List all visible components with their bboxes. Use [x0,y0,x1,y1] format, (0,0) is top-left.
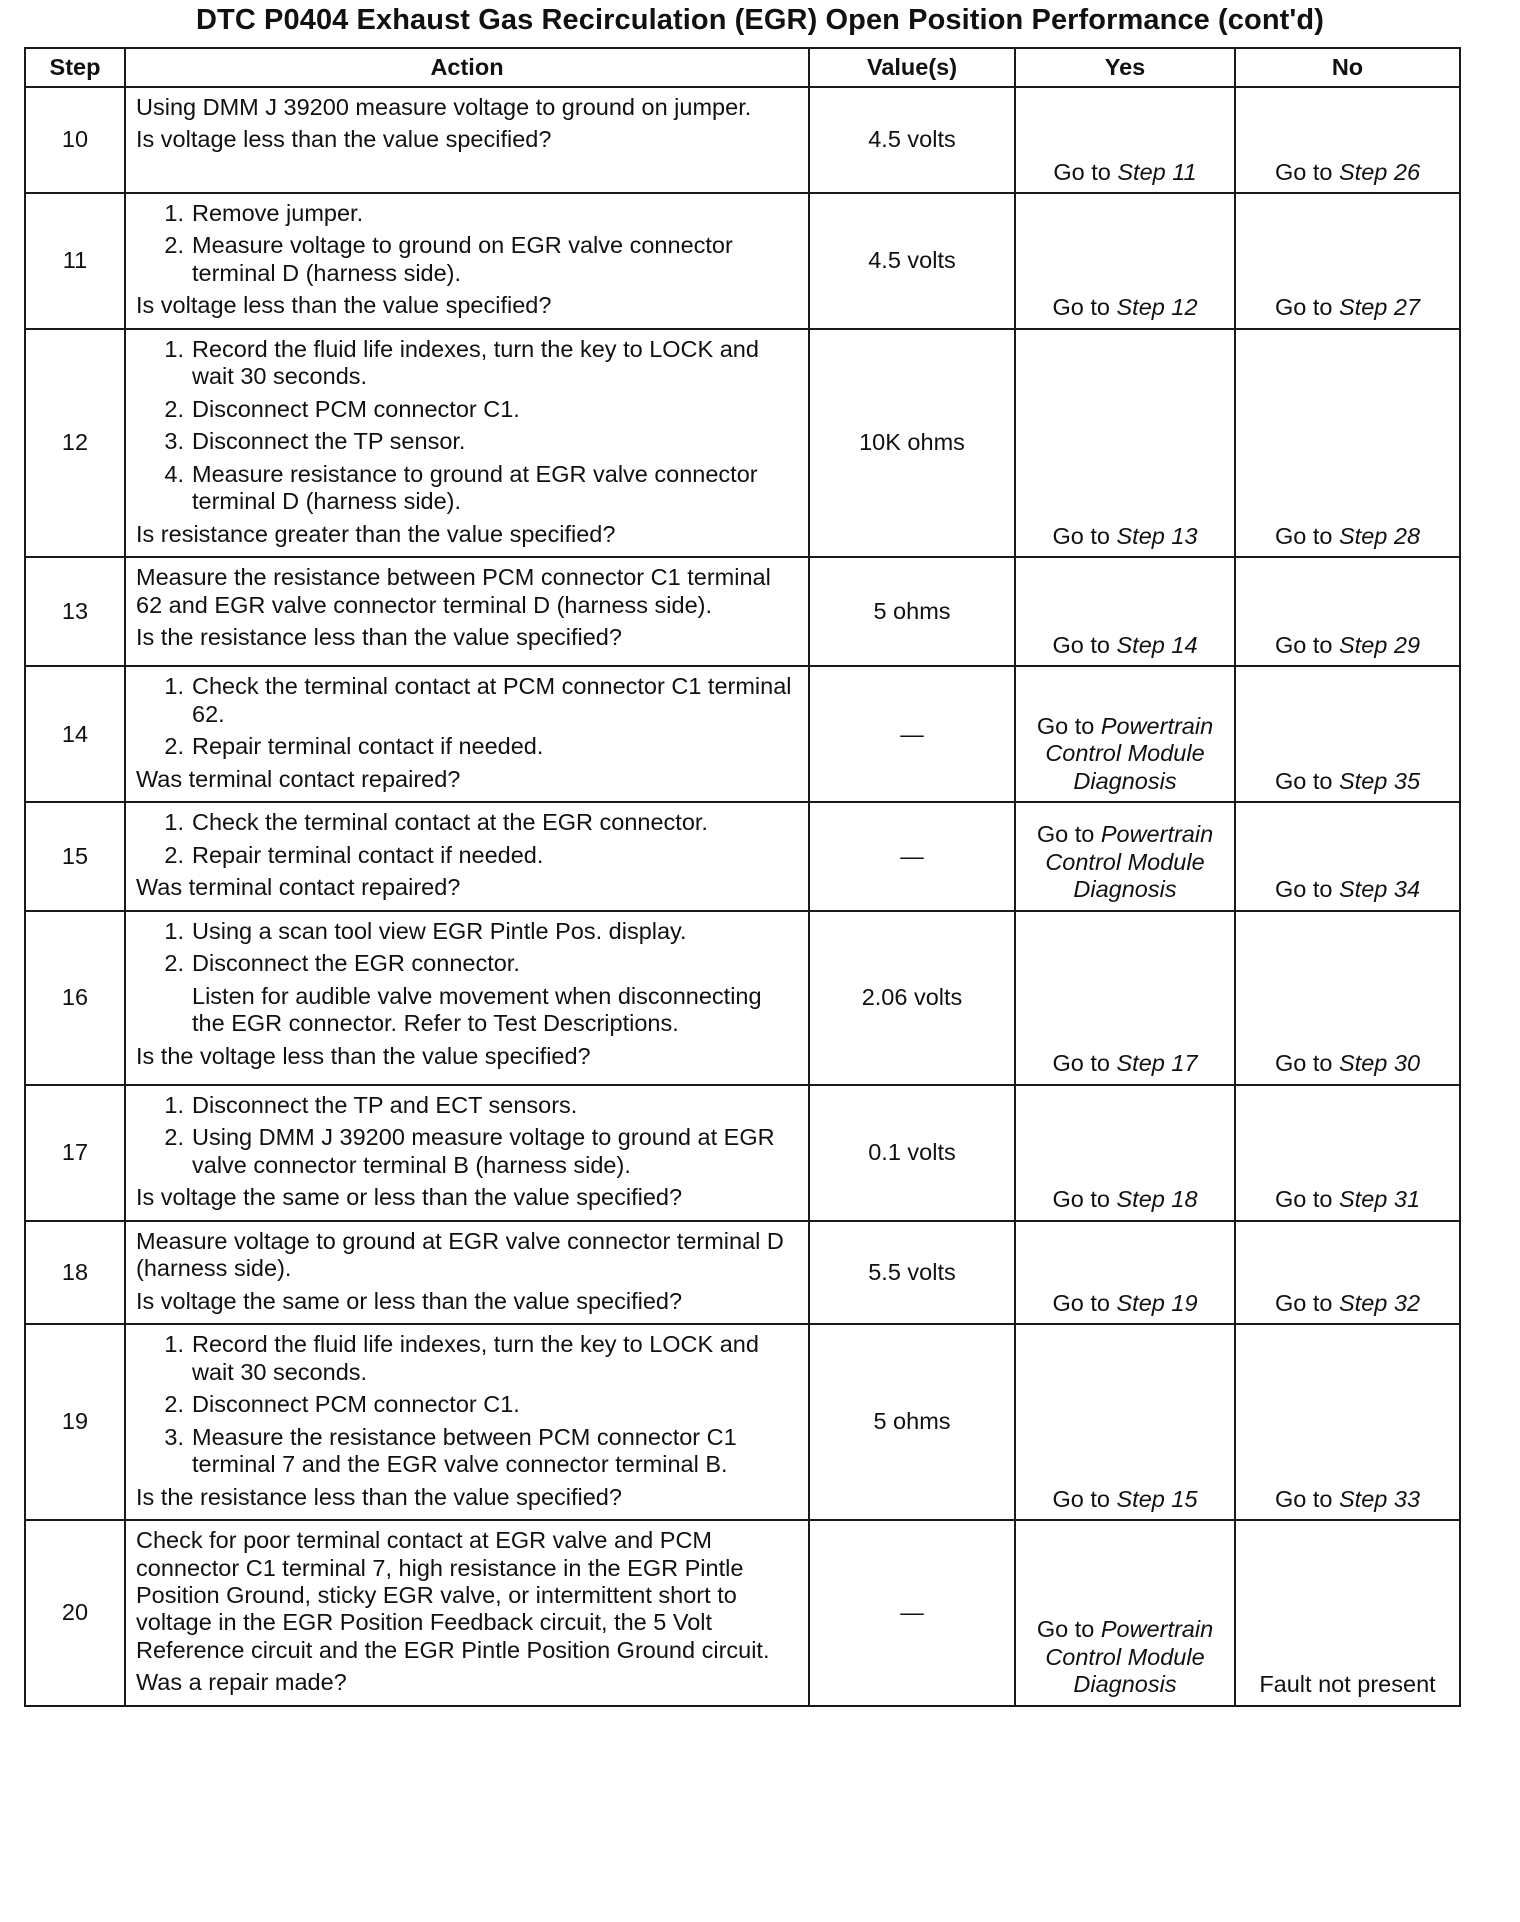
action-question: Was terminal contact repaired? [136,874,461,901]
action-step [136,842,798,869]
no-target: Step 34 [1339,876,1421,903]
diagnostic-table [24,47,1461,1707]
action-question: Is the voltage less than the value specified? [136,1042,591,1069]
step-item-number: 1. [164,809,184,836]
action-question: Is voltage the same or less than the value specified? [136,1287,683,1314]
no-cell [1235,1085,1460,1221]
step-number: 11 [25,193,125,329]
step-item-number: 4. [164,460,184,487]
no-cell [1235,802,1460,910]
action-text: Using DMM J 39200 measure voltage to ground on jumper. [136,94,752,120]
action-text: Measure voltage to ground at EGR valve connector terminal D (harness side). [136,1227,784,1282]
no-target: Step 32 [1339,1289,1421,1316]
yes-target: Step 13 [1116,522,1198,549]
yes-target: Step 11 [1117,158,1197,185]
table-row [25,557,1460,666]
step-item-text: Measure resistance to ground at EGR valve connector terminal D (harness side). [192,460,758,515]
yes-prefix: Go to [1052,1289,1117,1316]
step-item-text: Disconnect PCM connector C1. [192,395,520,422]
yes-cell [1015,1085,1235,1221]
no-prefix: Fault not present [1259,1671,1436,1698]
column-header-no: No [1235,48,1460,87]
no-prefix: Go to [1274,876,1339,903]
action-step [136,396,798,423]
action-question: Is resistance greater than the value specified? [136,520,616,547]
table-row [25,87,1460,193]
value-cell: 4.5 volts [809,193,1015,329]
value-cell: 2.06 volts [809,911,1015,1085]
step-number: 14 [25,666,125,802]
table-row [25,1085,1460,1221]
action-cell [125,87,809,193]
table-row [25,329,1460,557]
yes-target: Powertrain Control Module Diagnosis [1045,1616,1214,1698]
step-item-number: 1. [164,335,184,362]
no-target: Step 28 [1339,522,1421,549]
step-item-text: Disconnect PCM connector C1. [192,1391,520,1418]
action-cell [125,911,809,1085]
no-prefix: Go to [1274,158,1339,185]
table-header-row [25,48,1460,87]
step-number: 15 [25,802,125,910]
step-item-text: Check the terminal contact at the EGR connector. [192,809,708,836]
step-item-number: 1. [164,673,184,700]
yes-target: Step 18 [1116,1186,1198,1213]
action-step [136,733,798,760]
action-step [136,918,798,945]
step-item-number: 2. [164,733,184,760]
yes-target: Step 19 [1116,1289,1198,1316]
step-item-number: 2. [164,1124,184,1151]
no-cell [1235,193,1460,329]
table-row [25,666,1460,802]
yes-prefix: Go to [1052,522,1117,549]
step-item-number: 1. [164,200,184,226]
value-cell: — [809,1520,1015,1706]
value-cell: 4.5 volts [809,87,1015,193]
step-item-text: Check the terminal contact at PCM connector C1 terminal 62. [192,673,792,727]
step-item-number: 2. [164,232,184,259]
no-prefix: Go to [1274,631,1339,658]
step-number: 16 [25,911,125,1085]
no-prefix: Go to [1274,1485,1339,1512]
action-step [136,673,798,728]
action-cell [125,666,809,802]
yes-cell [1015,911,1235,1085]
step-item-text: Measure the resistance between PCM connector C1 terminal 7 and the EGR valve connector terminal B. [192,1423,737,1478]
no-cell [1235,1324,1460,1520]
action-step [136,461,798,516]
action-cell [125,1085,809,1221]
step-item-number: 3. [164,428,184,455]
no-cell [1235,557,1460,666]
no-cell [1235,666,1460,802]
step-item-number: 1. [164,1331,184,1358]
table-row [25,1221,1460,1324]
no-target: Step 26 [1339,158,1421,185]
step-number: 19 [25,1324,125,1520]
action-cell [125,1520,809,1706]
yes-cell [1015,1520,1235,1706]
action-step [136,336,798,391]
yes-prefix: Go to [1052,1050,1117,1077]
table-row [25,911,1460,1085]
yes-cell [1015,1324,1235,1520]
no-cell [1235,87,1460,193]
action-step [136,1124,798,1179]
yes-target: Step 15 [1116,1485,1198,1512]
yes-cell [1015,329,1235,557]
no-cell [1235,1221,1460,1324]
action-note: Listen for audible valve movement when disconnecting the EGR connector. Refer to Test Descriptions. [192,982,762,1037]
step-item-text: Record the fluid life indexes, turn the key to LOCK and wait 30 seconds. [192,1331,759,1385]
step-item-number: 2. [164,395,184,422]
action-step [136,200,798,227]
action-steps-list [136,1331,798,1478]
action-cell [125,329,809,557]
column-header-action: Action [125,48,809,87]
action-steps-list [136,336,798,516]
action-question: Is the resistance less than the value specified? [136,1483,622,1510]
action-cell [125,1221,809,1324]
no-target: Step 35 [1339,767,1421,794]
column-header-values: Value(s) [809,48,1015,87]
value-cell: — [809,666,1015,802]
step-item-text: Remove jumper. [192,200,364,226]
yes-cell [1015,87,1235,193]
step-item-number: 1. [164,917,184,944]
no-cell [1235,1520,1460,1706]
action-cell [125,193,809,329]
action-steps-list [136,673,798,760]
action-step [136,232,798,287]
page-title: DTC P0404 Exhaust Gas Recirculation (EGR) Open Position Performance (cont'd) [195,4,1324,36]
table-row [25,1324,1460,1520]
no-cell [1235,329,1460,557]
step-item-text: Using a scan tool view EGR Pintle Pos. display. [192,917,687,944]
step-item-text: Repair terminal contact if needed. [192,841,544,868]
step-number: 12 [25,329,125,557]
yes-prefix: Go to [1052,1186,1117,1213]
step-number: 18 [25,1221,125,1324]
yes-cell [1015,1221,1235,1324]
table-row [25,1520,1460,1706]
value-cell: 5.5 volts [809,1221,1015,1324]
no-prefix: Go to [1274,1186,1339,1213]
value-cell: 10K ohms [809,329,1015,557]
yes-prefix: Go to [1036,1616,1101,1643]
yes-cell [1015,193,1235,329]
yes-target: Step 14 [1116,631,1198,658]
step-item-number: 1. [164,1091,184,1118]
step-number: 20 [25,1520,125,1706]
yes-prefix: Go to [1036,712,1101,739]
step-number: 13 [25,557,125,666]
yes-target: Step 17 [1116,1050,1198,1077]
yes-target: Powertrain Control Module Diagnosis [1045,712,1214,794]
action-step [136,1424,798,1479]
value-cell: — [809,802,1015,910]
step-item-text: Using DMM J 39200 measure voltage to ground at EGR valve connector terminal B (harness side). [192,1124,775,1178]
action-question: Is the resistance less than the value specified? [136,624,622,651]
step-item-number: 2. [164,841,184,868]
action-text: Measure the resistance between PCM connector C1 terminal 62 and EGR valve connector terminal D (harness side). [136,564,771,618]
step-item-text: Disconnect the EGR connector. [192,950,520,977]
action-step [136,1391,798,1418]
action-cell [125,557,809,666]
no-cell [1235,911,1460,1085]
no-target: Step 31 [1339,1186,1421,1213]
action-steps-list [136,809,798,869]
action-cell [125,802,809,910]
yes-cell [1015,557,1235,666]
yes-prefix: Go to [1036,821,1101,848]
step-number: 10 [25,87,125,193]
table-row [25,802,1460,910]
step-item-text: Record the fluid life indexes, turn the key to LOCK and wait 30 seconds. [192,335,759,390]
step-item-text: Repair terminal contact if needed. [192,733,544,760]
no-prefix: Go to [1274,522,1339,549]
column-header-yes: Yes [1015,48,1235,87]
no-target: Step 29 [1339,631,1421,658]
no-prefix: Go to [1274,1050,1339,1077]
action-question: Was terminal contact repaired? [136,765,461,792]
yes-cell [1015,666,1235,802]
yes-cell [1015,802,1235,910]
action-step [136,1092,798,1119]
action-question: Was a repair made? [136,1669,347,1696]
action-steps-list [136,918,798,978]
yes-prefix: Go to [1052,294,1117,321]
yes-prefix: Go to [1053,158,1118,185]
step-item-number: 2. [164,1391,184,1418]
value-cell: 5 ohms [809,557,1015,666]
step-item-number: 3. [164,1423,184,1450]
yes-target: Step 12 [1116,294,1198,321]
action-steps-list [136,200,798,287]
column-header-step: Step [25,48,125,87]
action-cell [125,1324,809,1520]
yes-prefix: Go to [1052,631,1117,658]
action-step [136,950,798,977]
yes-target: Powertrain Control Module Diagnosis [1045,821,1214,903]
step-number: 17 [25,1085,125,1221]
action-step [136,809,798,836]
value-cell: 0.1 volts [809,1085,1015,1221]
no-prefix: Go to [1274,294,1339,321]
no-prefix: Go to [1274,767,1339,794]
step-item-number: 2. [164,950,184,977]
value-cell: 5 ohms [809,1324,1015,1520]
action-text: Check for poor terminal contact at EGR valve and PCM connector C1 terminal 7, high resistance in the EGR Pintle Position Ground, sticky EGR valve, or intermittent short to voltage in the EGR Position Feedback circuit, the 5 Volt Reference circuit and the EGR Pintle Position Ground circuit. [136,1527,770,1663]
step-item-text: Measure voltage to ground on EGR valve connector terminal D (harness side). [192,232,733,286]
action-steps-list [136,1092,798,1179]
step-item-text: Disconnect the TP sensor. [192,428,466,455]
action-step [136,428,798,455]
action-step [136,1331,798,1386]
no-target: Step 27 [1339,294,1421,321]
action-question: Is voltage less than the value specified? [136,126,552,153]
action-question: Is voltage less than the value specified? [136,292,552,319]
no-target: Step 30 [1339,1050,1421,1077]
table-row [25,193,1460,329]
yes-prefix: Go to [1052,1485,1117,1512]
action-question: Is voltage the same or less than the value specified? [136,1184,683,1211]
no-target: Step 33 [1339,1485,1421,1512]
step-item-text: Disconnect the TP and ECT sensors. [192,1091,578,1118]
no-prefix: Go to [1274,1289,1339,1316]
